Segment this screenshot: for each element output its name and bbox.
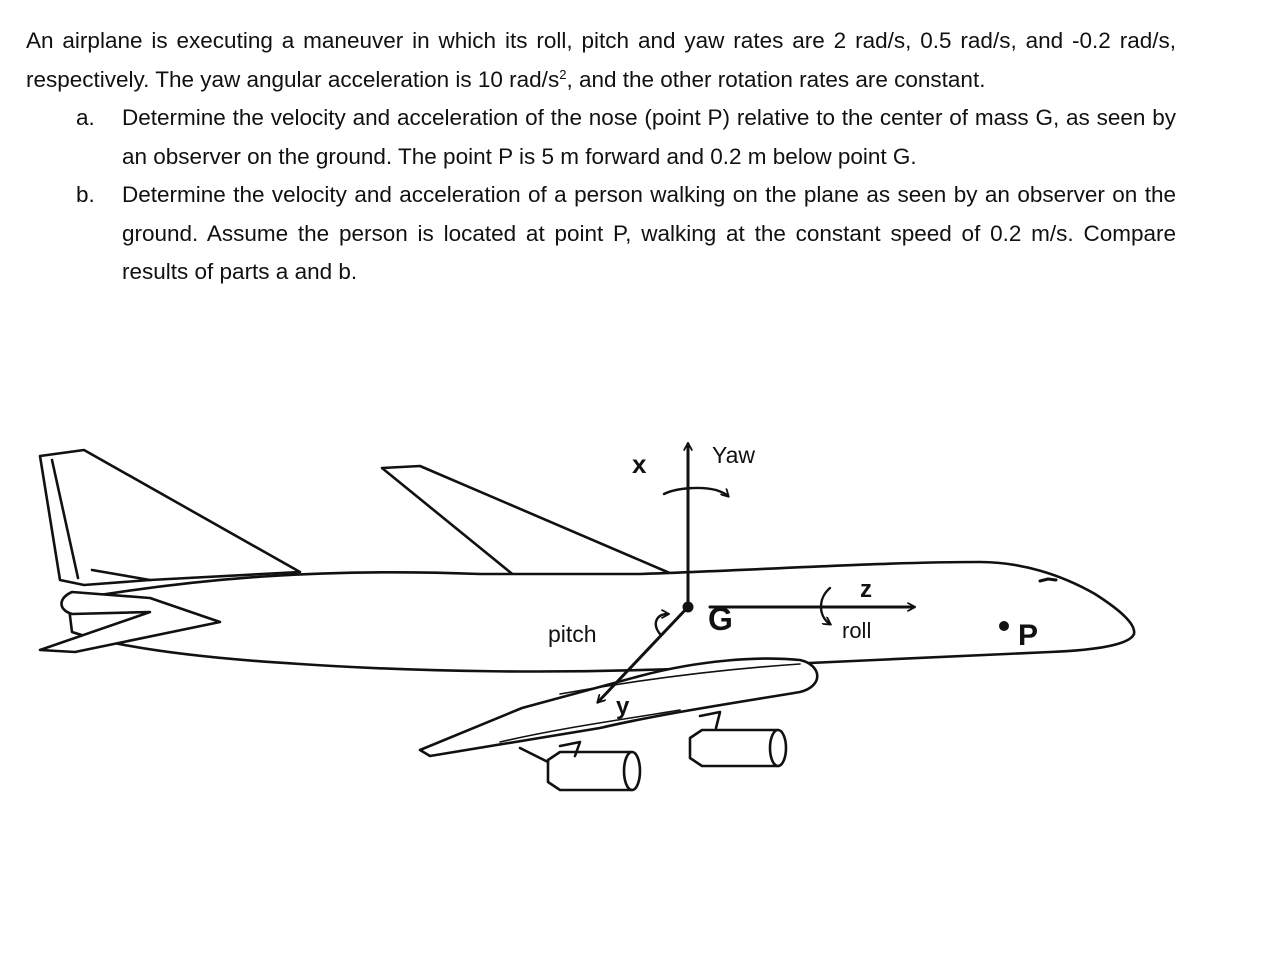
- point-p-dot: [999, 621, 1009, 631]
- roll-label: roll: [842, 618, 872, 643]
- center-of-mass-dot: [683, 602, 694, 613]
- tail-fin: [40, 450, 300, 585]
- y-axis-label: y: [616, 693, 630, 720]
- yaw-label: Yaw: [712, 442, 756, 468]
- z-axis-label: z: [860, 576, 872, 603]
- airplane-drawing: [40, 450, 1134, 790]
- center-of-mass-label: G: [708, 601, 733, 637]
- point-p-label: P: [1018, 619, 1039, 652]
- x-axis-label: x: [632, 449, 647, 479]
- part-a-text: Determine the velocity and acceleration of the nose (point P) relative to the center of mass G, as seen by an observer on the ground. The point P is 5 m forward and 0.2 m below point G.: [122, 105, 1176, 169]
- part-b-marker: b.: [76, 182, 95, 207]
- fuselage: [68, 562, 1134, 671]
- intro-superscript: 2: [559, 66, 567, 82]
- intro-text-end: , and the other rotation rates are constant.: [566, 66, 986, 92]
- intro-text: An airplane is executing a maneuver in which its roll, pitch and yaw rates are 2 rad/s, 0.5 rad/s, and -0.2 rad/s, respectively. The yaw angular acceleration is 10 rad/s: [26, 28, 1176, 92]
- engine-right: [690, 712, 786, 766]
- yaw-rotation-arrow: [664, 488, 728, 496]
- part-a-marker: a.: [76, 105, 95, 130]
- engine-left: [520, 742, 640, 790]
- part-b-text: Determine the velocity and acceleration of a person walking on the plane as seen by an observer on the ground. Assume the person is located at point P, walking at the constant speed of 0.2 m/s. Compare results of parts a and b.: [122, 182, 1176, 284]
- far-wing: [382, 466, 672, 577]
- pitch-label: pitch: [548, 621, 597, 647]
